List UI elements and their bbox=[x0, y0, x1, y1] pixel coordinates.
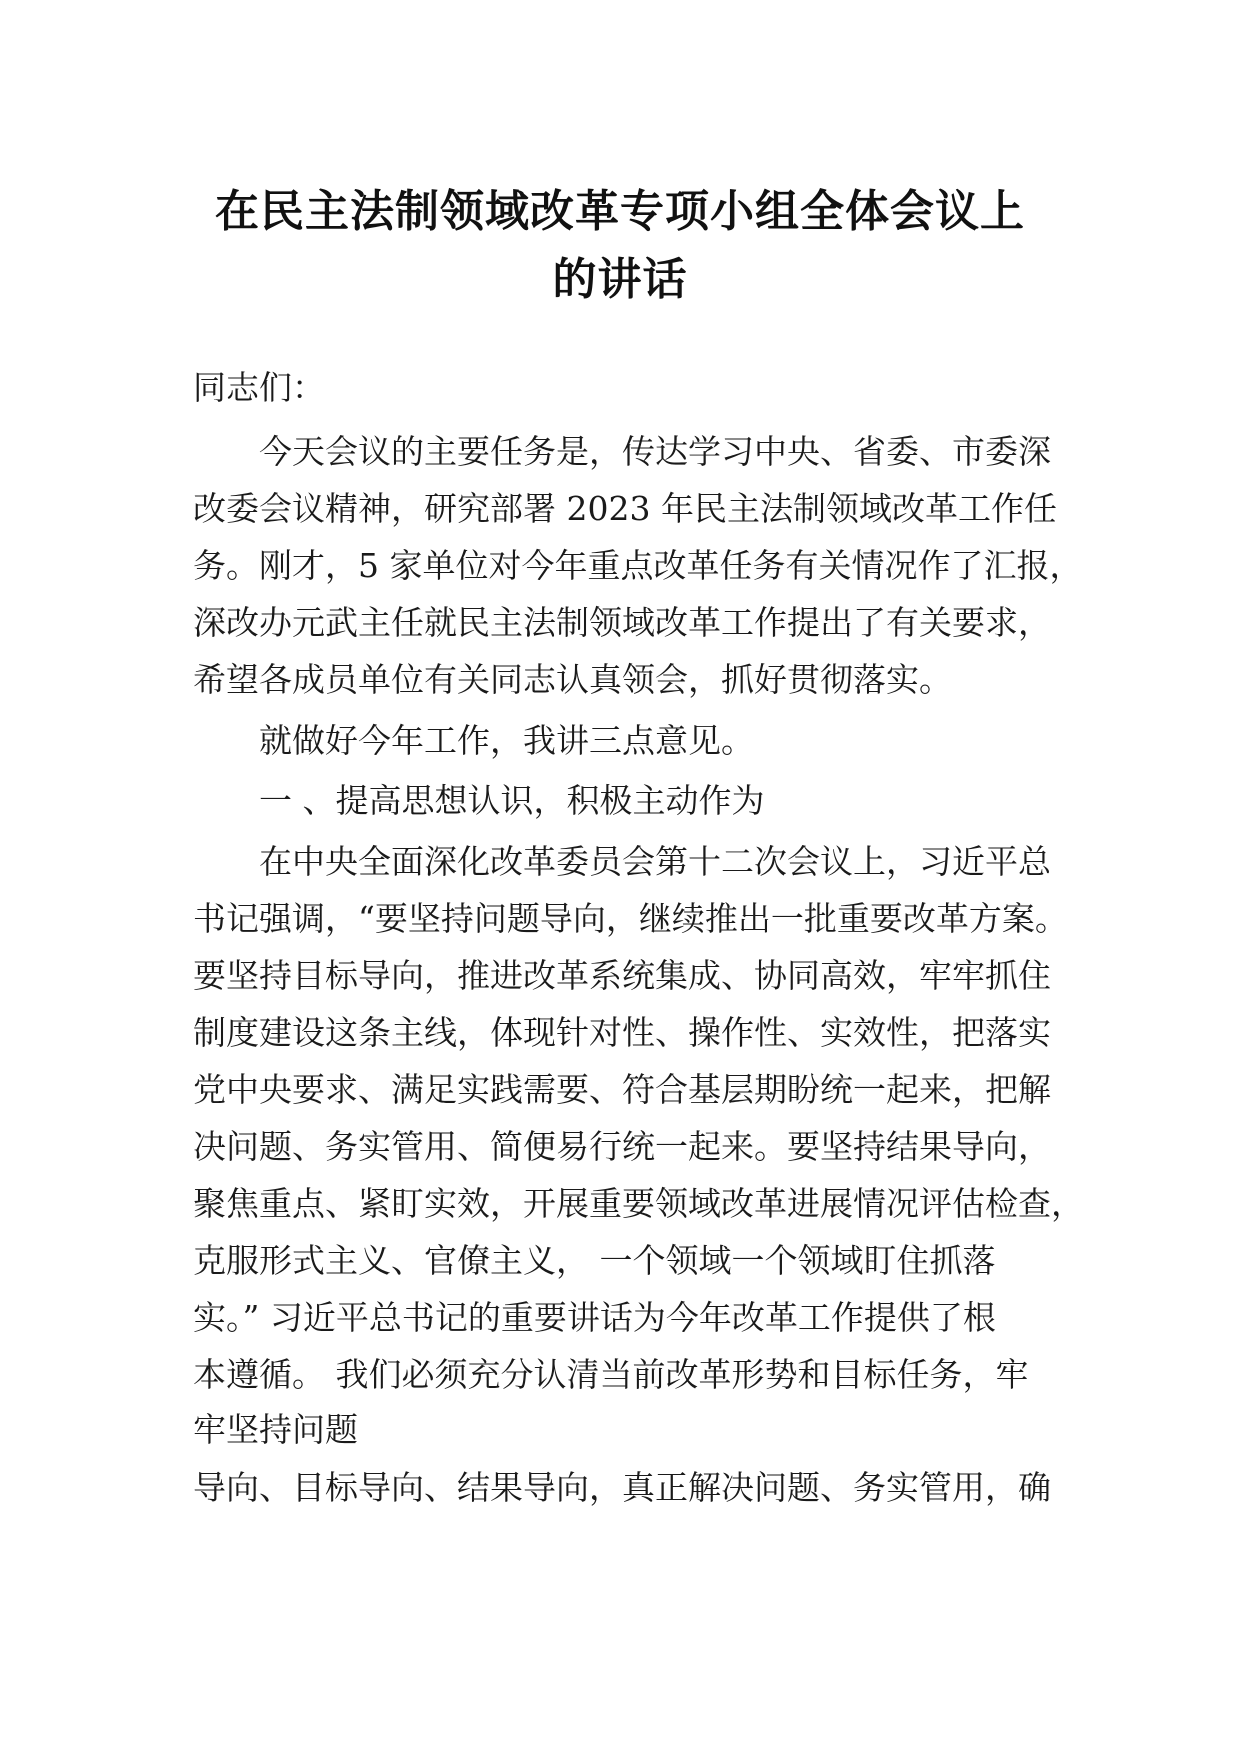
paragraph-line: 希望各成员单位有关同志认真领会，抓好贯彻落实。 bbox=[193, 660, 952, 699]
paragraph-line: 实。” 习近平总书记的重要讲话为今年改革工作提供了根 bbox=[193, 1298, 996, 1337]
paragraph-line: 牢坚持问题 bbox=[193, 1410, 358, 1449]
paragraph-line: 要坚持目标导向，推进改革系统集成、协同高效，牢牢抓住 bbox=[193, 956, 1051, 995]
paragraph-line: 今天会议的主要任务是，传达学习中央、省委、市委深 bbox=[259, 432, 1051, 471]
paragraph-line: 聚焦重点、紧盯实效，开展重要领域改革进展情况评估检查， bbox=[193, 1184, 1084, 1223]
paragraph-line: 决问题、务实管用、简便易行统一起来。要坚持结果导向， bbox=[193, 1127, 1051, 1166]
paragraph-line: 就做好今年工作，我讲三点意见。 bbox=[259, 721, 754, 760]
section-heading-1: 一 、提高思想认识，积极主动作为 bbox=[259, 781, 765, 820]
paragraph-line: 书记强调，“要坚持问题导向，继续推出一批重要改革方案。 bbox=[193, 899, 1068, 938]
paragraph-line: 本遵循。 我们必须充分认清当前改革形势和目标任务，牢 bbox=[193, 1355, 1029, 1394]
paragraph-line: 改委会议精神，研究部署 2023 年民主法制领域改革工作任 bbox=[193, 489, 1057, 528]
paragraph-line: 导向、目标导向、结果导向，真正解决问题、务实管用，确 bbox=[193, 1468, 1051, 1507]
paragraph-line: 党中央要求、满足实践需要、符合基层期盼统一起来，把解 bbox=[193, 1070, 1051, 1109]
paragraph-line: 务。刚才，5 家单位对今年重点改革任务有关情况作了汇报， bbox=[193, 546, 1083, 585]
document-title-line-2: 的讲话 bbox=[552, 254, 688, 305]
paragraph-line: 克服形式主义、官僚主义， 一个领域一个领域盯住抓落 bbox=[193, 1241, 996, 1280]
paragraph-line: 制度建设这条主线，体现针对性、操作性、实效性，把落实 bbox=[193, 1013, 1051, 1052]
document-title-line-1: 在民主法制领域改革专项小组全体会议上 bbox=[215, 186, 1025, 237]
paragraph-line: 深改办元武主任就民主法制领域改革工作提出了有关要求， bbox=[193, 603, 1051, 642]
paragraph-line: 在中央全面深化改革委员会第十二次会议上，习近平总 bbox=[259, 842, 1051, 881]
salutation: 同志们： bbox=[193, 368, 325, 407]
